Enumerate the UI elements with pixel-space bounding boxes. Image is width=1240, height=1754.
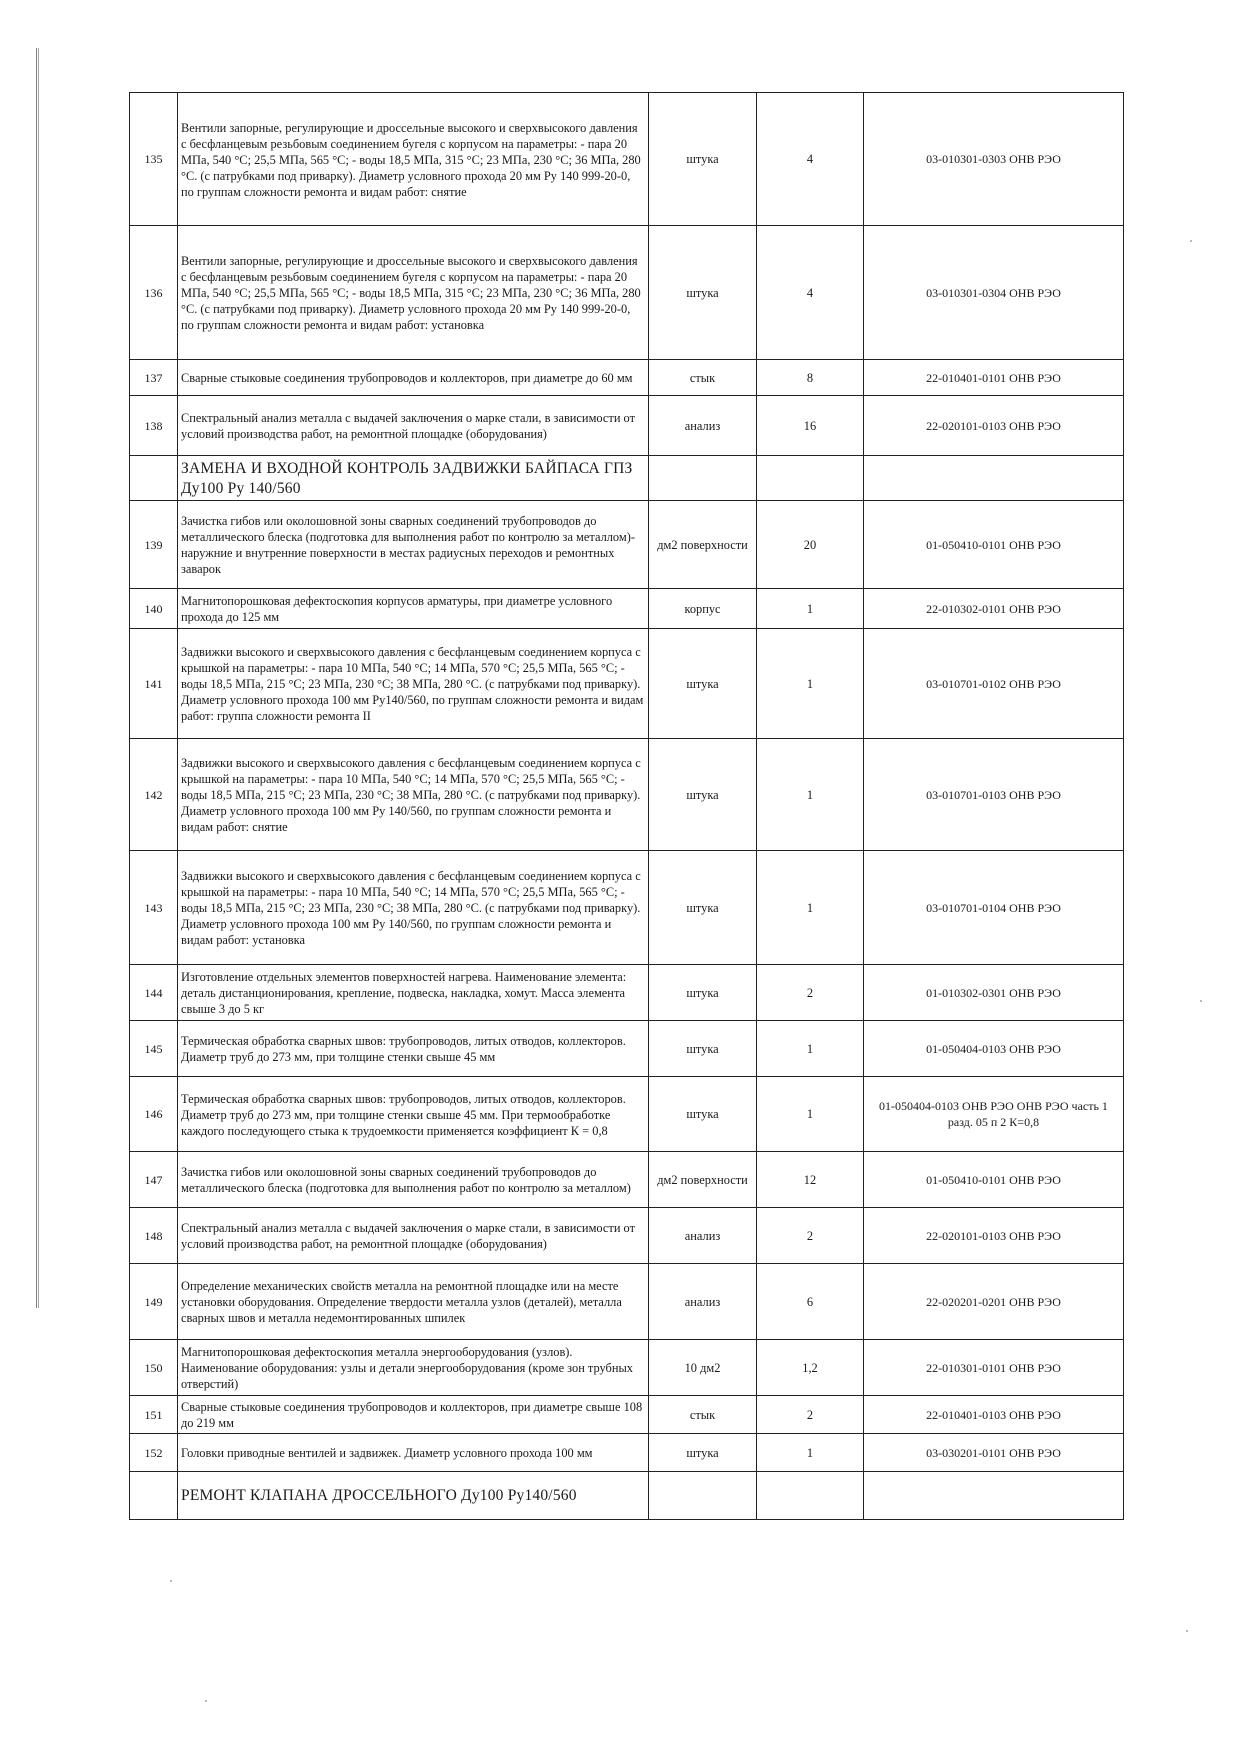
unit-of-measure [649, 1472, 757, 1520]
scan-speck [170, 1580, 172, 1582]
unit-of-measure: штука [649, 851, 757, 965]
table-row [130, 396, 1124, 456]
work-description: Задвижки высокого и сверхвысокого давления с бесфланцевым соединением корпуса с крышкой на параметры: - пара 10 МПа, 540 °C; 14 МПа, 570 °C; 25,5 МПа, 565 °C; - воды 18,5 МПа, 215 °C; 23 МПа, 230 °C; 38 МПа, 280 °C. (с патрубками под приварку). Диаметр условного прохода 100 мм Ру140/560, по группам сложности ремонта и видам работ: группа сложности ремонта II [178, 629, 649, 739]
work-description: Головки приводные вентилей и задвижек. Диаметр условного прохода 100 мм [178, 1434, 649, 1472]
quantity: 4 [757, 93, 864, 226]
quantity: 1 [757, 629, 864, 739]
norm-code: 03-010301-0303 ОНВ РЭО [864, 93, 1124, 226]
unit-of-measure: штука [649, 739, 757, 851]
quantity: 1 [757, 851, 864, 965]
quantity: 2 [757, 1208, 864, 1264]
section-title: РЕМОНТ КЛАПАНА ДРОССЕЛЬНОГО Ду100 Ру140/560 [178, 1472, 649, 1520]
table-row [130, 1264, 1124, 1340]
norm-code: 01-010302-0301 ОНВ РЭО [864, 965, 1124, 1021]
table-row [130, 1396, 1124, 1434]
quantity: 4 [757, 226, 864, 360]
unit-of-measure: 10 дм2 [649, 1340, 757, 1396]
norm-code: 01-050404-0103 ОНВ РЭО ОНВ РЭО часть 1 разд. 05 п 2 К=0,8 [864, 1077, 1124, 1152]
row-number: 140 [130, 589, 178, 629]
quantity: 1 [757, 1077, 864, 1152]
quantity [757, 456, 864, 501]
unit-of-measure: анализ [649, 1264, 757, 1340]
scan-speck [1186, 1630, 1188, 1632]
norm-code: 01-050404-0103 ОНВ РЭО [864, 1021, 1124, 1077]
norm-code: 03-010701-0102 ОНВ РЭО [864, 629, 1124, 739]
norm-code: 01-050410-0101 ОНВ РЭО [864, 1152, 1124, 1208]
work-description: Задвижки высокого и сверхвысокого давления с бесфланцевым соединением корпуса с крышкой на параметры: - пара 10 МПа, 540 °C; 14 МПа, 570 °C; 25,5 МПа, 565 °C; - воды 18,5 МПа, 215 °C; 23 МПа, 230 °C; 38 МПа, 280 °C. (с патрубками под приварку). Диаметр условного прохода 100 мм Ру 140/560, по группам сложности ремонта и видам работ: установка [178, 851, 649, 965]
norm-code: 22-020101-0103 ОНВ РЭО [864, 396, 1124, 456]
norm-code: 22-010302-0101 ОНВ РЭО [864, 589, 1124, 629]
table-row [130, 1434, 1124, 1472]
work-description: Сварные стыковые соединения трубопроводов и коллекторов, при диаметре до 60 мм [178, 360, 649, 396]
norm-code: 03-010701-0104 ОНВ РЭО [864, 851, 1124, 965]
row-number: 135 [130, 93, 178, 226]
row-number: 143 [130, 851, 178, 965]
row-number: 139 [130, 501, 178, 589]
quantity: 2 [757, 1396, 864, 1434]
unit-of-measure: штука [649, 629, 757, 739]
row-number: 136 [130, 226, 178, 360]
unit-of-measure: анализ [649, 396, 757, 456]
unit-of-measure: дм2 поверхности [649, 501, 757, 589]
work-description: Вентили запорные, регулирующие и дроссельные высокого и сверхвысокого давления с бесфланцевым резьбовым соединением бугеля с корпусом на параметры: - пара 20 МПа, 540 °C; 25,5 МПа, 565 °C; - воды 18,5 МПа, 315 °C; 23 МПа, 230 °C; 36 МПа, 280 °C. (с патрубками под приварку). Диаметр условного прохода 20 мм Ру 140 999-20-0, по группам сложности ремонта и видам работ: установка [178, 226, 649, 360]
unit-of-measure [649, 456, 757, 501]
work-description: Термическая обработка сварных швов: трубопроводов, литых отводов, коллекторов. Диаметр труб до 273 мм, при толщине стенки свыше 45 мм [178, 1021, 649, 1077]
work-description: Магнитопорошковая дефектоскопия корпусов арматуры, при диаметре условного прохода до 125 мм [178, 589, 649, 629]
row-number: 144 [130, 965, 178, 1021]
work-description: Изготовление отдельных элементов поверхностей нагрева. Наименование элемента: деталь дистанционирования, крепление, подвеска, накладка, хомут. Масса элемента свыше 3 до 5 кг [178, 965, 649, 1021]
quantity: 1 [757, 1434, 864, 1472]
unit-of-measure: штука [649, 93, 757, 226]
quantity: 16 [757, 396, 864, 456]
norm-code: 22-020201-0201 ОНВ РЭО [864, 1264, 1124, 1340]
row-number: 147 [130, 1152, 178, 1208]
work-description: Задвижки высокого и сверхвысокого давления с бесфланцевым соединением корпуса с крышкой на параметры: - пара 10 МПа, 540 °C; 14 МПа, 570 °C; 25,5 МПа, 565 °C; - воды 18,5 МПа, 215 °C; 23 МПа, 230 °C; 38 МПа, 280 °C. (с патрубками под приварку). Диаметр условного прохода 100 мм Ру 140/560, по группам сложности ремонта и видам работ: снятие [178, 739, 649, 851]
quantity: 2 [757, 965, 864, 1021]
scan-speck [1200, 1000, 1202, 1002]
scan-speck [205, 1700, 207, 1702]
norm-code: 22-010401-0101 ОНВ РЭО [864, 360, 1124, 396]
row-number: 149 [130, 1264, 178, 1340]
unit-of-measure: стык [649, 1396, 757, 1434]
section-header-row [130, 456, 1124, 501]
row-number [130, 1472, 178, 1520]
quantity: 8 [757, 360, 864, 396]
table-row [130, 360, 1124, 396]
quantity: 1 [757, 739, 864, 851]
norm-code: 01-050410-0101 ОНВ РЭО [864, 501, 1124, 589]
row-number [130, 456, 178, 501]
work-description: Термическая обработка сварных швов: трубопроводов, литых отводов, коллекторов. Диаметр труб до 273 мм, при толщине стенки свыше 45 мм. При термообработке каждого последующего стыка к трудоемкости применяется коэффициент К = 0,8 [178, 1077, 649, 1152]
work-description: Зачистка гибов или околошовной зоны сварных соединений трубопроводов до металлического блеска (подготовка для выполнения работ по контролю за металлом) [178, 1152, 649, 1208]
work-description: Определение механических свойств металла на ремонтной площадке или на месте установки оборудования. Определение твердости металла узлов (деталей), металла сварных швов и металла недемонтированных шпилек [178, 1264, 649, 1340]
norm-code [864, 1472, 1124, 1520]
row-number: 141 [130, 629, 178, 739]
work-description: Вентили запорные, регулирующие и дроссельные высокого и сверхвысокого давления с бесфланцевым резьбовым соединением бугеля с корпусом на параметры: - пара 20 МПа, 540 °C; 25,5 МПа, 565 °C; - воды 18,5 МПа, 315 °C; 23 МПа, 230 °C; 36 МПа, 280 °C. (с патрубками под приварку). Диаметр условного прохода 20 мм Ру 140 999-20-0, по группам сложности ремонта и видам работ: снятие [178, 93, 649, 226]
quantity: 12 [757, 1152, 864, 1208]
quantity: 1,2 [757, 1340, 864, 1396]
norm-code: 22-010401-0103 ОНВ РЭО [864, 1396, 1124, 1434]
norm-code: 03-030201-0101 ОНВ РЭО [864, 1434, 1124, 1472]
unit-of-measure: дм2 поверхности [649, 1152, 757, 1208]
work-description: Сварные стыковые соединения трубопроводов и коллекторов, при диаметре свыше 108 до 219 мм [178, 1396, 649, 1434]
table-row [130, 739, 1124, 851]
table-row [130, 93, 1124, 226]
norm-code: 22-020101-0103 ОНВ РЭО [864, 1208, 1124, 1264]
table-row [130, 501, 1124, 589]
row-number: 152 [130, 1434, 178, 1472]
unit-of-measure: штука [649, 965, 757, 1021]
unit-of-measure: штука [649, 226, 757, 360]
work-description: Магнитопорошковая дефектоскопия металла энергооборудования (узлов). Наименование оборудования: узлы и детали энергооборудования (кроме зон трубных отверстий) [178, 1340, 649, 1396]
scan-edge-mark [36, 48, 39, 1308]
quantity: 1 [757, 1021, 864, 1077]
norm-code: 03-010701-0103 ОНВ РЭО [864, 739, 1124, 851]
quantity: 1 [757, 589, 864, 629]
row-number: 146 [130, 1077, 178, 1152]
table-row [130, 965, 1124, 1021]
unit-of-measure: стык [649, 360, 757, 396]
unit-of-measure: штука [649, 1021, 757, 1077]
norm-code: 22-010301-0101 ОНВ РЭО [864, 1340, 1124, 1396]
table-row [130, 1077, 1124, 1152]
unit-of-measure: анализ [649, 1208, 757, 1264]
row-number: 137 [130, 360, 178, 396]
table-row [130, 226, 1124, 360]
table-row [130, 1152, 1124, 1208]
row-number: 138 [130, 396, 178, 456]
row-number: 145 [130, 1021, 178, 1077]
norm-code: 03-010301-0304 ОНВ РЭО [864, 226, 1124, 360]
table-row [130, 629, 1124, 739]
work-description: Спектральный анализ металла с выдачей заключения о марке стали, в зависимости от условий производства работ, на ремонтной площадке (оборудования) [178, 1208, 649, 1264]
table-row [130, 851, 1124, 965]
quantity: 6 [757, 1264, 864, 1340]
unit-of-measure: корпус [649, 589, 757, 629]
works-table [129, 92, 1124, 1520]
work-description: Зачистка гибов или околошовной зоны сварных соединений трубопроводов до металлического блеска (подготовка для выполнения работ по контролю за металлом)-наружние и внутренние поверхности в местах радиусных переходов и ремонтных заварок [178, 501, 649, 589]
unit-of-measure: штука [649, 1434, 757, 1472]
table-row [130, 589, 1124, 629]
row-number: 150 [130, 1340, 178, 1396]
row-number: 148 [130, 1208, 178, 1264]
row-number: 142 [130, 739, 178, 851]
section-title: ЗАМЕНА И ВХОДНОЙ КОНТРОЛЬ ЗАДВИЖКИ БАЙПАСА ГПЗ Ду100 Ру 140/560 [178, 456, 649, 501]
norm-code [864, 456, 1124, 501]
unit-of-measure: штука [649, 1077, 757, 1152]
table-row [130, 1208, 1124, 1264]
section-header-row [130, 1472, 1124, 1520]
row-number: 151 [130, 1396, 178, 1434]
scan-speck [1190, 240, 1192, 242]
table-row [130, 1340, 1124, 1396]
quantity: 20 [757, 501, 864, 589]
work-description: Спектральный анализ металла с выдачей заключения о марке стали, в зависимости от условий производства работ, на ремонтной площадке (оборудования) [178, 396, 649, 456]
table-row [130, 1021, 1124, 1077]
quantity [757, 1472, 864, 1520]
